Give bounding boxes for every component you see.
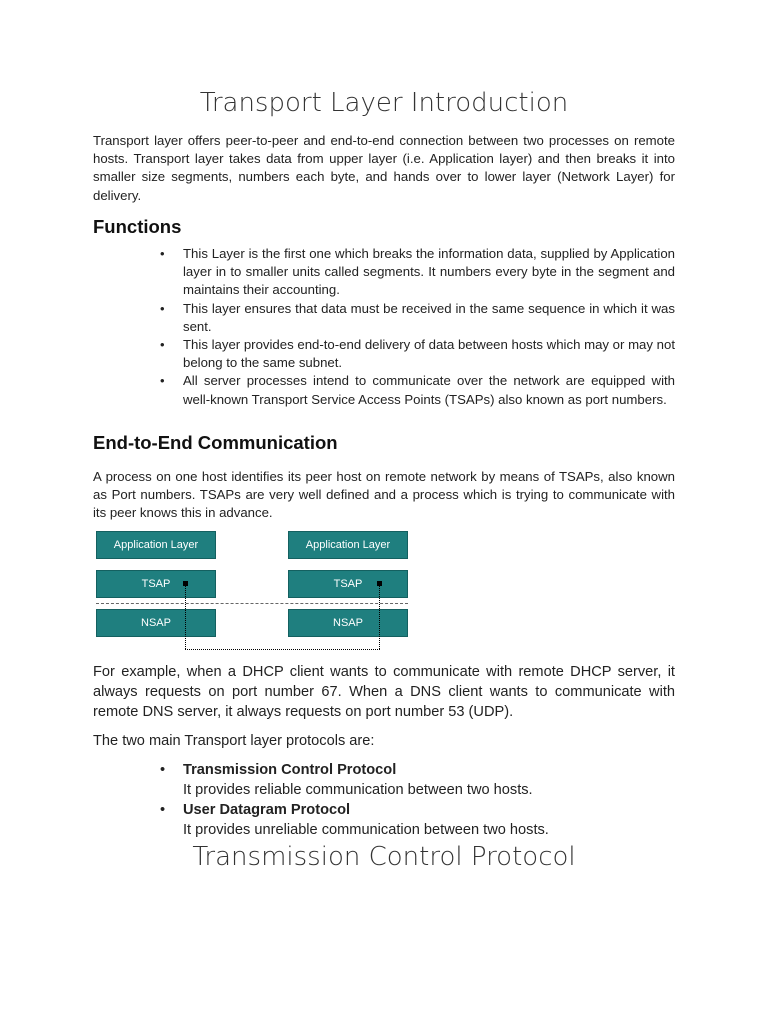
protocols-list [160,760,675,840]
connection-bottom-horizontal [185,649,380,650]
list-item: • This Layer is the first one which breaks the information data, supplied by Application layer in to smaller units called segments. It numbers every byte in the segment and maintains their accounting. [160,245,675,300]
protocol-name: • Transmission Control Protocol [183,762,397,778]
left-tsap-box: TSAP [96,570,216,598]
right-application-layer-box: Application Layer [288,531,408,559]
left-application-layer-box: Application Layer [96,531,216,559]
protocols-intro: The two main Transport layer protocols are: [93,733,375,749]
intro-paragraph: Transport layer offers peer-to-peer and end-to-end connection between two processes on remote hosts. Transport layer takes data from upper layer (i.e. Application layer) and then breaks it into smaller size segments, numbers each byte, and hands over to lower layer (Network Layer) for delivery. [93,133,675,203]
right-tsap-box: TSAP [288,570,408,598]
page-title: Transport Layer Introduction [199,88,569,118]
example-paragraph: For example, when a DHCP client wants to communicate with remote DHCP server, it always requests on port number 67. When a DNS client wants to communicate with remote DNS server, it always requests on port number 53 (UDP). [93,664,675,721]
protocol-description: It provides reliable communication between two hosts. [183,782,533,798]
functions-heading: Functions [93,216,182,237]
list-item [160,760,675,800]
e2e-heading: End-to-End Communication [93,432,338,453]
connection-right-vertical [379,585,380,649]
right-nsap-box: NSAP [288,609,408,637]
connection-left-vertical [185,585,186,649]
section-title-tcp: Transmission Control Protocol [192,842,576,872]
list-item: • This layer ensures that data must be received in the same sequence in which it was sent. [160,300,675,336]
layer-boundary-dashed-line [96,603,408,604]
list-item: • All server processes intend to communicate over the network are equipped with well-known Transport Service Access Points (TSAPs) also known as port numbers. [160,372,675,408]
list-item: • This layer provides end-to-end delivery of data between hosts which may or may not belong to the same subnet. [160,336,675,372]
list-item [160,800,675,840]
protocol-description: It provides unreliable communication between two hosts. [183,822,549,838]
left-nsap-box: NSAP [96,609,216,637]
protocol-name: • User Datagram Protocol [183,802,351,818]
e2e-paragraph: A process on one host identifies its peer host on remote network by means of TSAPs, also known as Port numbers. TSAPs are very well defined and a process which is trying to communicate with its peer knows this in advance. [93,469,675,521]
functions-list [160,245,675,409]
